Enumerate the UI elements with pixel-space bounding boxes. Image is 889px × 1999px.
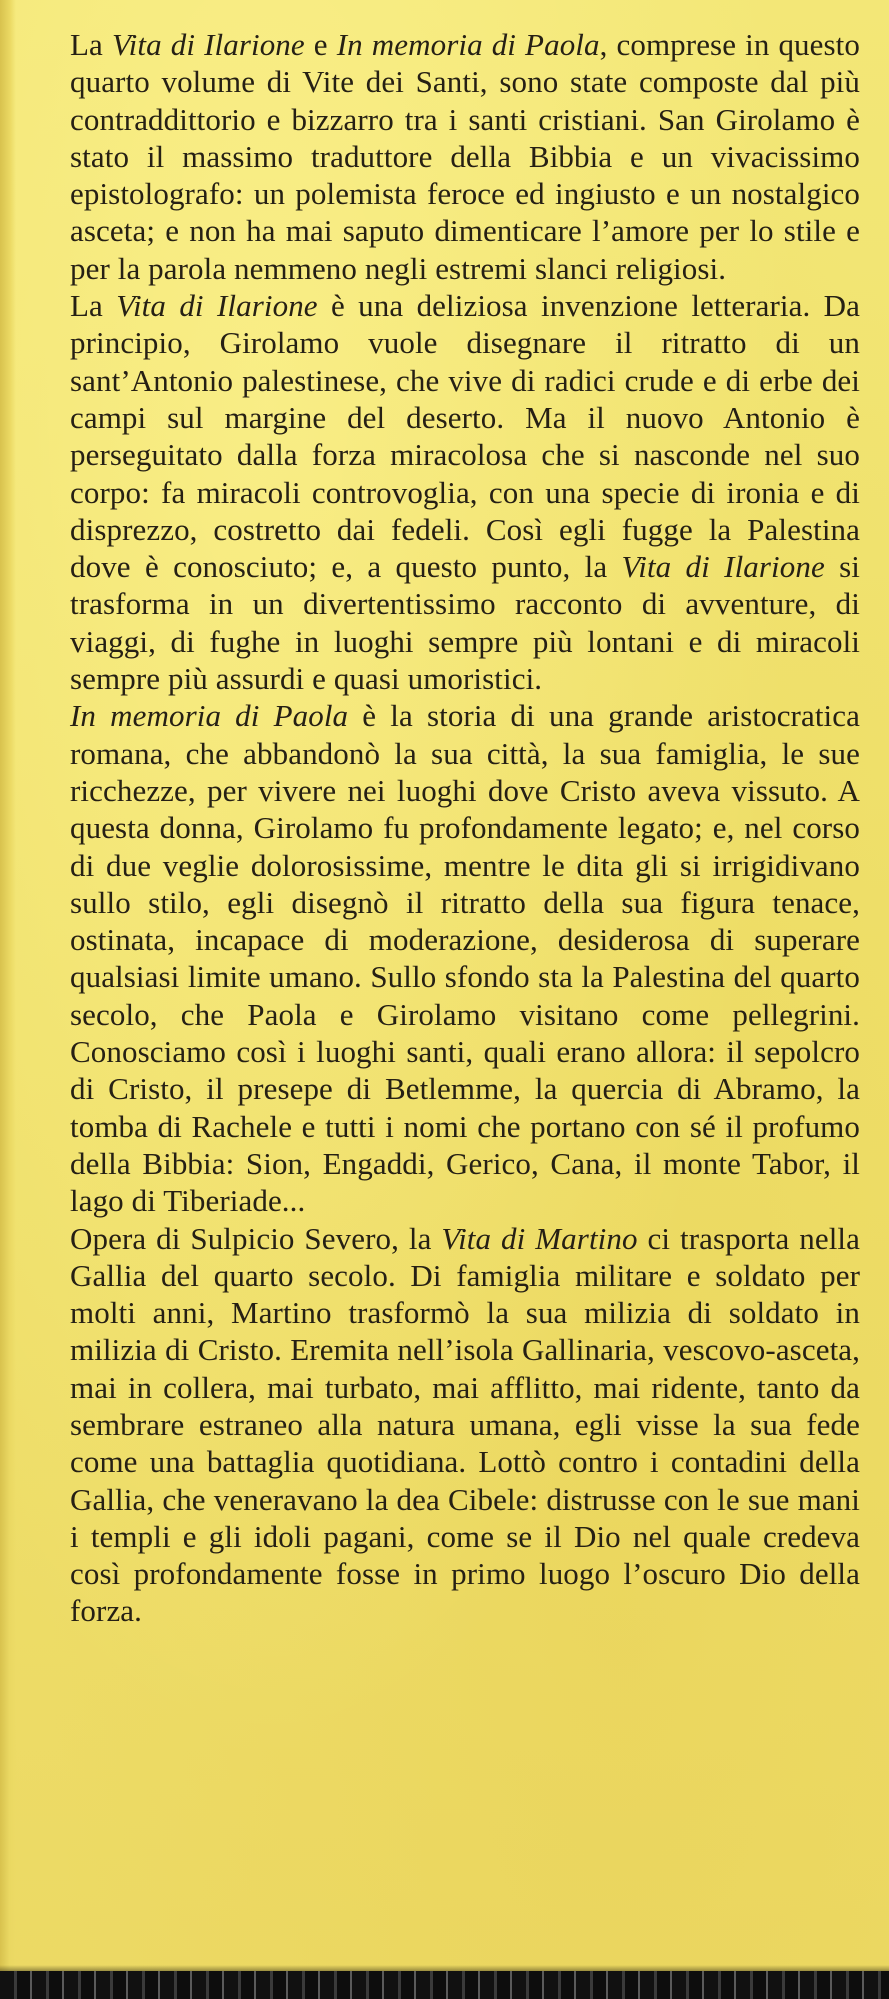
- paragraph-1: [70, 26, 860, 287]
- scan-bottom-edge: [0, 1971, 889, 1999]
- text-run: La: [70, 27, 112, 62]
- paragraph-3: [70, 697, 860, 1219]
- text-run: ci trasporta nella Gallia del quarto secolo. Di famiglia militare e soldato per molti anni, Martino trasformò la sua milizia di soldato in milizia di Cristo. Eremita nell’isola Gallinaria, vescovo-asceta, mai in collera, mai turbato, mai afflitto, mai ridente, tanto da sembrare estraneo alla natura umana, egli visse la sua fede come una battaglia quotidiana. Lottò contro i contadini della Gallia, che veneravano la dea Cibele: distrusse con le sue mani i templi e gli idoli pagani, come se il Dio nel quale credeva così profondamente fosse in primo luogo l’oscuro Dio della forza.: [70, 1220, 860, 1629]
- text-run: è una deliziosa invenzione letteraria. Da principio, Girolamo vuole disegnare il ritratto di un sant’Antonio palestinese, che vive di radici crude e di erbe dei campi sul margine del deserto. Ma il nuovo Antonio è perseguitato dalla forza miracolosa che si nasconde nel suo corpo: fa miracoli controvoglia, con una specie di ironia e di disprezzo, costretto dai fedeli. Così egli fugge la Palestina dove è conosciuto; e, a questo punto, la: [70, 288, 860, 585]
- book-title: In memoria di Paola: [336, 27, 600, 62]
- book-title: In memoria di Paola: [70, 698, 349, 734]
- paragraph-2: [70, 287, 860, 697]
- blurb-text: [70, 26, 860, 1630]
- book-title: Vita di Ilarione: [111, 27, 305, 62]
- text-run: , comprese in questo quarto volume di Vite dei Santi, sono state composte dal più contraddittorio e bizzarro tra i santi cristiani. San Girolamo è stato il massimo traduttore della Bibbia e un vivacissimo epistolografo: un polemista feroce ed ingiusto e un nostalgico asceta; e non ha mai saputo dimenticare l’amore per lo stile e per la parola nemmeno negli estremi slanci religiosi.: [70, 27, 860, 286]
- text-run: si trasforma in un divertentissimo racconto di avventure, di viaggi, di fughe in luoghi sempre più lontani e di miracoli sempre più assurdi e quasi umoristici.: [70, 549, 860, 697]
- text-run: Opera di Sulpicio Severo, la: [70, 1220, 442, 1256]
- cover-left-edge: [0, 0, 16, 1999]
- text-run: La: [70, 288, 117, 324]
- text-run: e: [304, 27, 337, 62]
- text-run: è la storia di una grande aristocratica romana, che abbandonò la sua città, la sua famiglia, le sue ricchezze, per vivere nei luoghi dove Cristo aveva vissuto. A questa donna, Girolamo fu profondamente legato; e, nel corso di due veglie dolorosissime, mentre le dita gli si irrigidivano sullo stilo, egli disegnò il ritratto della sua figura tenace, ostinata, incapace di moderazione, desiderosa di superare qualsiasi limite umano. Sullo sfondo sta la Palestina del quarto secolo, che Paola e Girolamo visitano come pellegrini. Conosciamo così i luoghi santi, quali erano allora: il sepolcro di Cristo, il presepe di Betlemme, la quercia di Abramo, la tomba di Rachele e tutti i nomi che portano con sé il profumo della Bibbia: Sion, Engaddi, Gerico, Cana, il monte Tabor, il lago di Tiberiade...: [70, 698, 860, 1219]
- book-title: Vita di Ilarione: [621, 549, 825, 585]
- paragraph-4: [70, 1220, 860, 1630]
- book-title: Vita di Ilarione: [116, 288, 318, 324]
- book-title: Vita di Martino: [441, 1220, 638, 1256]
